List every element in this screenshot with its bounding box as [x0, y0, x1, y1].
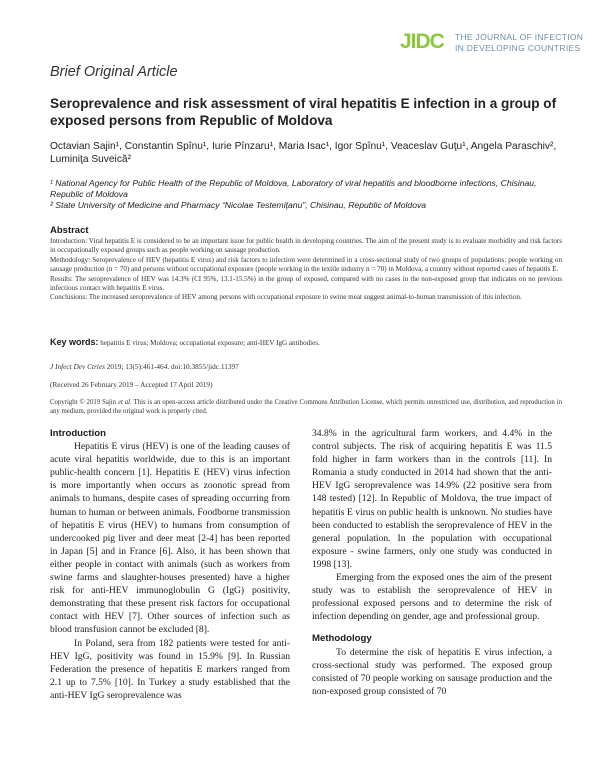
- copyright-rest: This is an open-access article distributed under the Creative Commons Attribution License, which permits unrestricted use, distribution, and reproduction in any medium, provided the original work is properly cited.: [50, 399, 563, 415]
- abstract-heading: Abstract: [50, 225, 89, 236]
- copyright-prefix: Copyright © 2019 Sajin: [50, 399, 117, 406]
- copyright-notice: [50, 398, 562, 416]
- affiliations: [50, 178, 560, 211]
- methodology-paragraph-1: To determine the risk of hepatitis E virus infection, a cross-sectional study was performed. The exposed group consisted of 70 people working on sausage production and the non-exposed group consisted of 70: [312, 646, 552, 697]
- keywords: [50, 337, 562, 347]
- abstract-introduction: Introduction: Viral hepatitis E is considered to be an important issue for public health in developing countries. The aim of the present study is to evaluate morbidity and risk factors in occupationally exposed groups such as people working on sausage production.: [50, 237, 562, 255]
- affiliation-2: ² State University of Medicine and Pharmacy “Nicolae Testemiţanu”, Chisinau, Republic of Moldova: [50, 200, 427, 210]
- abstract-body: [50, 237, 562, 303]
- received-dates: (Received 26 February 2019 – Accepted 17 April 2019): [50, 380, 213, 389]
- abstract-results: Results: The seroprevalence of HEV was 14.3% (CI 95%, 13.1-15.5%) in the group of exposed, compared with no cases in the non-exposed group that indicates on no previous infectious contact with hepatitis E virus.: [50, 274, 562, 293]
- keywords-text: hepatitis E virus; Moldova; occupational exposure; anti-HEV IgG antibodies.: [100, 339, 320, 347]
- introduction-paragraph-3: 34.8% in the agricultural farm workers, and 4.4% in the control subjects. The risk of acquiring hepatitis E was 11.5 fold higher in farm workers than in the controls [11]. In Romania a study conducted in 2014 had shown that the anti-HEV IgG seroprevalence was 14.9% (22 positive sera from 148 tested) [12]. In Republic of Moldova, the true impact of hepatitis E virus on public health is unknown. No studies have been conducted to establish the seroprevalence of HEV in the general population. In the population with occupational exposure - swine farmers, only one study was conducted in 1998 [13].: [312, 428, 552, 570]
- introduction-heading: Introduction: [50, 428, 106, 439]
- citation-details: 2019; 13(5):461-464. doi:10.3855/jidc.11397: [106, 362, 239, 371]
- journal-logo: JIDC: [400, 30, 444, 53]
- article-title: Seroprevalence and risk assessment of viral hepatitis E infection in a group of exposed persons from Republic of Moldova: [50, 96, 557, 128]
- article-type: Brief Original Article: [50, 64, 178, 80]
- introduction-paragraph-2: In Poland, sera from 182 patients were tested for anti-HEV IgG, positivity was found in 15.9% [9]. In Russian Federation the presence of hepatitis E markers ranged from 2.1 up to 7.5% [10]. In Turkey a study established that the anti-HEV IgG seroprevalence was: [50, 637, 290, 701]
- journal-name: [455, 32, 583, 53]
- introduction-paragraph-4: Emerging from the exposed ones the aim of the present study was to establish the seroprevalence of HEV in professional exposed persons and to determine the risk of infection depending on gender, age and professional group.: [312, 572, 552, 623]
- introduction-paragraph-1: Hepatitis E virus (HEV) is one of the leading causes of acute viral hepatitis worldwide, due to this is an important public-health concern [1]. Hepatitis E (HEV) virus infection is more importantly when occurs as zoonotic spread from animals to humans, despite cases of spreading occurring from human to human or between animals. Foodborne transmission of hepatitis E virus (HEV) to humans from consumption of undercooked pig liver and deer meat [2-4] has been reported in Japan [5] and in France [6]. Also, it has been shown that either people in contact with animals (such as workers from swine farms and slaughter-houses presented) have a higher risk for anti-HEV immunoglobulin G (IgG) positivity, demonstrating that these present risk factors for occupational contact with HEV [7]. Other sources of infection such as blood transfusion cannot be excluded [8].: [50, 441, 290, 636]
- journal-name-line1: THE JOURNAL OF INFECTION: [455, 32, 584, 42]
- copyright-etal: et al.: [117, 399, 132, 406]
- author-list: Octavian Sajin¹, Constantin Spînu¹, Iurie Pînzaru¹, Maria Isac¹, Igor Spînu¹, Veaceslav Guţu¹, Angela Paraschiv², Luminiţa Suveică²: [50, 141, 557, 165]
- left-column: [50, 427, 290, 702]
- affiliation-1: ¹ National Agency for Public Health of the Republic of Moldova, Laboratory of viral hepatitis and bloodborne infections, Chisinau, Republic of Moldova: [50, 178, 537, 199]
- citation: [50, 362, 239, 371]
- abstract-methodology: Methodology: Seroprevalence of HEV (hepatitis E virus) and risk factors to infection were determined in a cross-sectional study of two groups of populations: people working on sausage production (n = 70) and persons without occupational exposure (people working in the textile industry n = 70) in Moldova, a country without reported cases of hepatitis E.: [50, 255, 562, 274]
- journal-name-line2: IN DEVELOPING COUNTRIES: [455, 42, 581, 53]
- methodology-heading: Methodology: [312, 633, 372, 645]
- citation-journal: J Infect Dev Ctries: [50, 362, 105, 371]
- right-column: [312, 427, 552, 698]
- abstract-conclusions: Conclusions: The increased seroprevalence of HEV among persons with occupational exposure to swine meat suggest animal-to-human transmission of this infection.: [50, 293, 522, 302]
- keywords-label: Key words:: [50, 337, 99, 347]
